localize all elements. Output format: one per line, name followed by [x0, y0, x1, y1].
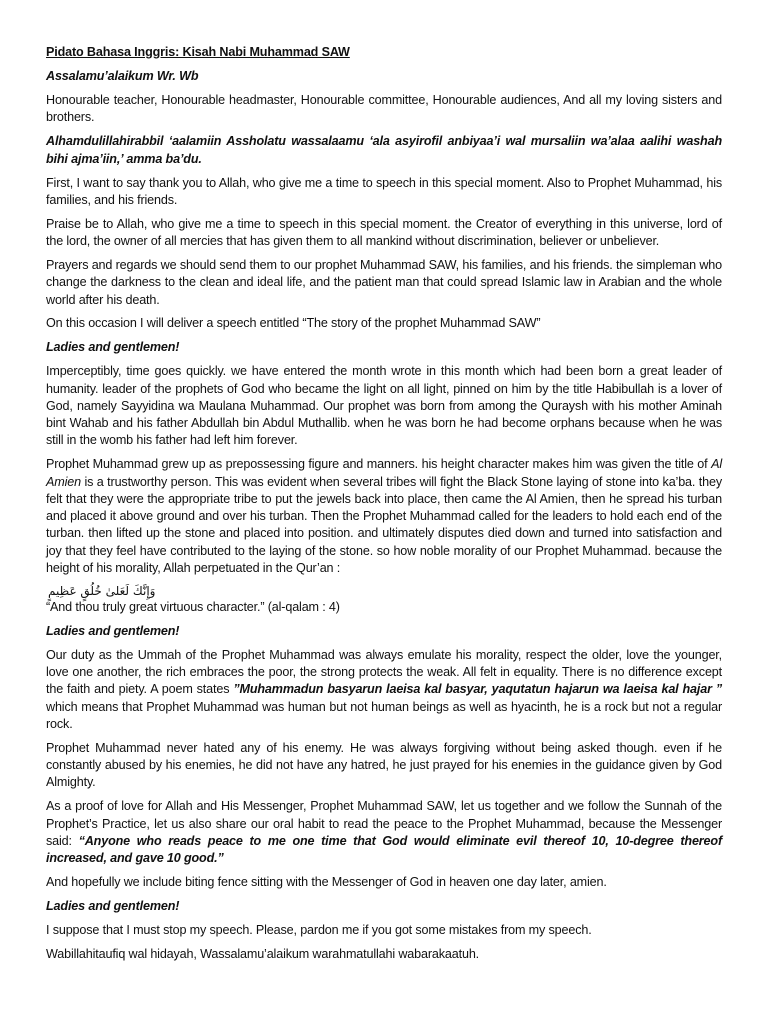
paragraph-grew-up	[46, 456, 722, 577]
grew-text-a: Prophet Muhammad grew up as prepossessing figure and manners. his height character makes him was given the title of	[46, 457, 712, 472]
paragraph-hamdalah: Alhamdulillahirabbil ‘aalamiin Assholatu wassalaamu ‘ala asyirofil anbiyaa’i wal mursaliin wa’alaa aalihi washah bihi ajma’iin,’ amma ba’du.	[46, 134, 722, 166]
paragraph-thanks: First, I want to say thank you to Allah, who give me a time to speech in this special moment. Also to Prophet Muhammad, his families, and his friends.	[46, 175, 722, 207]
heading-ladies-3: Ladies and gentlemen!	[46, 898, 180, 913]
grew-text-b: is a trustworthy person. This was evident when several tribes will fight the Black Stone laying of stone into ka’ba. they felt that they were the appropriate tribe to put the jewels back into place, then came the Al Amien, then he spread his turban and placed it above ground and over his turban. Then the Prophet Muhammad called for the leaders to hold each end of the turban. then lifted up the stone and placed into position. and ultimately disputes died down and turned into satisfaction and joy that they feel have contributed to the laying of the stone. so how noble morality of our Prophet Muhammad. because the height of his morality, Allah perpetuated in the Qur’an :	[46, 474, 722, 576]
duty-text-a: Our duty as the Ummah of the Prophet Muhammad was always emulate his morality, respect the older, love the younger, love one another, the rich embraces the poor, the strong protects the weak. All felt in equality. There is no difference except the faith and piety. A poem states	[46, 647, 722, 697]
arabic-verse: وَإِنَّكَ لَعَلىٰ خُلُقٍ عَظِيمٍ	[48, 583, 156, 598]
paragraph-hope: And hopefully we include biting fence sitting with the Messenger of God in heaven one day later, amien.	[46, 875, 607, 890]
hadith-quote: “Anyone who reads peace to me one time that God would eliminate evil thereof 10, 10-degree thereof increased, and gave 10 good.”	[46, 833, 722, 866]
paragraph-enemy: Prophet Muhammad never hated any of his enemy. He was always forgiving without being asked though. even if he constantly abused by his enemies, he did not have any hatred, he just prayed for his enemies in the guidance given by God Almighty.	[46, 740, 722, 790]
speech-document	[46, 44, 722, 970]
paragraph-closing: Wabillahitaufiq wal hidayah, Wassalamu’alaikum warahmatullahi wabarakaatuh.	[46, 946, 480, 961]
duty-text-b: which means that Prophet Muhammad was human but not human beings as well as hyacinth, he is a rock but not a regular rock.	[46, 699, 722, 731]
heading-ladies-1: Ladies and gentlemen!	[46, 340, 180, 355]
heading-ladies-2: Ladies and gentlemen!	[46, 623, 180, 638]
verse-translation: “And thou truly great virtuous character.” (al-qalam : 4)	[46, 599, 340, 614]
paragraph-stop: I suppose that I must stop my speech. Please, pardon me if you got some mistakes from my speech.	[46, 922, 592, 937]
paragraph-address: Honourable teacher, Honourable headmaster, Honourable committee, Honourable audiences, And all my loving sisters and brothers.	[46, 93, 722, 125]
paragraph-prayers: Prayers and regards we should send them to our prophet Muhammad SAW, his families, and his friends. the simpleman who change the darkness to the clean and ideal life, and the patient man that could spread Islamic law in Arabian and the whole world after his death.	[46, 257, 722, 307]
paragraph-praise: Praise be to Allah, who give me a time to speech in this special moment. the Creator of everything in this universe, lord of the lord, the owner of all mercies that has given them to all mankind without discrimination, believer or unbeliever.	[46, 216, 722, 249]
greeting: Assalamu’alaikum Wr. Wb	[46, 69, 199, 84]
poem-quote: ”Muhammadun basyarun laeisa kal basyar, yaqutatun hajarun wa laeisa kal hajar ”	[233, 682, 723, 697]
paragraph-occasion: On this occasion I will deliver a speech entitled “The story of the prophet Muhammad SAW”	[46, 316, 541, 331]
proof-text-a: As a proof of love for Allah and His Messenger, Prophet Muhammad SAW, let us together and we follow the Sunnah of the Prophet’s Practice, let us also share our oral habit to read the peace to the Prophet Muhammad, because the Messenger said:	[46, 799, 722, 848]
al-amien-italic: Al Amien	[46, 457, 722, 489]
paragraph-duty	[46, 647, 722, 733]
document-title: Pidato Bahasa Inggris: Kisah Nabi Muhammad SAW	[46, 45, 350, 59]
paragraph-proof	[46, 798, 722, 867]
paragraph-time: Imperceptibly, time goes quickly. we have entered the month wrote in this month which had been born a great leader of humanity. leader of the prophets of God who became the light on all light, pinned on him by the title Habibullah is a lover of God, namely Sayyidina wa Maulana Muhammad. Our prophet was born from among the Quraysh with his mother Aminah bint Wahab and his father Abdullah bin Abdul Muthallib. when he was born he had become orphans because when he was still in the womb his father had left him forever.	[46, 364, 722, 448]
